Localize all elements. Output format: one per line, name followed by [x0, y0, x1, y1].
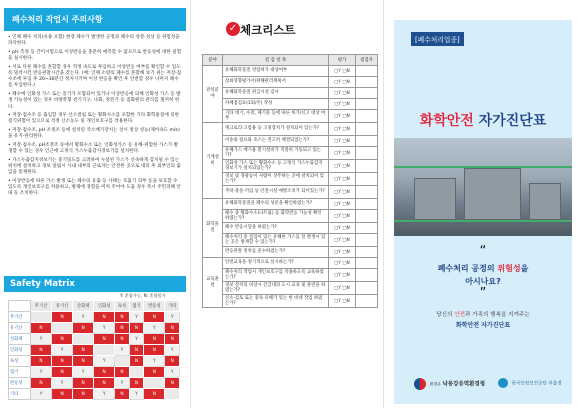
evaluation-checkbox[interactable]: □Y □N — [329, 269, 356, 282]
matrix-cell: Y — [52, 345, 73, 356]
checklist-title: 체크리스트 — [240, 23, 296, 37]
evaluation-checkbox[interactable]: □Y □N — [329, 123, 356, 136]
cover-panel — [384, 0, 580, 408]
ministry-emblem-icon — [414, 378, 426, 390]
evaluation-checkbox[interactable]: □Y □N — [329, 223, 356, 234]
matrix-cell: Y — [115, 345, 130, 356]
matrix-cell: N — [31, 345, 52, 356]
precautions-text — [0, 31, 190, 198]
matrix-cell: N — [115, 367, 130, 378]
checklist-panel — [192, 0, 382, 408]
inspector-field[interactable] — [356, 234, 378, 247]
matrix-row-label: 유기산 — [9, 323, 31, 334]
inspector-field[interactable] — [356, 99, 378, 110]
quote-close: ” — [479, 286, 487, 301]
inspector-field[interactable] — [356, 210, 378, 223]
facility-photo — [394, 138, 572, 236]
matrix-cell: N — [144, 389, 165, 400]
cover-title — [394, 110, 572, 130]
matrix-cell: Y — [165, 367, 180, 378]
checklist-item: 유해화학물질 취급시설 검사 — [223, 88, 329, 99]
checklist-item: 기타 대기, 수질, 폐기물 등에 따른 허가/신고 대상 여부 — [223, 110, 329, 123]
matrix-cell: N — [94, 334, 115, 345]
evaluation-checkbox[interactable]: □Y □N — [329, 160, 356, 173]
inspector-field[interactable] — [356, 160, 378, 173]
matrix-cell: N — [73, 356, 94, 367]
matrix-cell: N — [115, 334, 130, 345]
question-line-2: 아시나요? — [465, 277, 501, 286]
checklist-item: 안전교육을 정기적으로 실시하는가? — [223, 258, 329, 269]
evaluation-checkbox[interactable]: □Y □N — [329, 173, 356, 186]
inspector-field[interactable] — [356, 136, 378, 147]
inspector-field[interactable] — [356, 269, 378, 282]
inspector-field[interactable] — [356, 282, 378, 295]
agency-logo — [498, 378, 562, 388]
precautions-heading: 폐수처리 작업시 주의사항 — [4, 8, 186, 31]
checklist-table — [202, 54, 378, 308]
inspector-field[interactable] — [356, 123, 378, 136]
matrix-cell: Y — [144, 323, 165, 334]
precaution-item: • 이상반응에 따른 가스 발생 또는 폐수의 유출 등 사태는 호흡기 피부 등을 보호할 수 있도록 개인보호구를 착용하고, 방제에 경험을 미쳐 주어야 도움 경우 즉시 주민피해 안내 등 조치한다. — [8, 179, 181, 197]
ministry-logo — [414, 378, 485, 390]
matrix-cell: N — [31, 356, 52, 367]
precaution-item: • pH 측정 등 간이시험으로 이상반응을 충분히 예측할 수 없으므로 반응성에 대한 실험을 실시한다. — [8, 49, 182, 62]
matrix-cell: Y — [31, 367, 52, 378]
matrix-cell: N — [115, 389, 130, 400]
precaution-item: • 가스누출감지경보기는 중기밀도를 고려하여 누설된 가스가 신속하게 감지될 수 있는 위치에 설치하고 경보 알림시 사내 내부의 근로자는 안전한 곳으로 대피 후 외부인의 출입을 통제한다. — [8, 157, 181, 176]
matrix-cell: N — [52, 367, 73, 378]
checklist-item: 장외영향평가서/위해관리계획서 — [223, 77, 329, 88]
checklist-category: 관리분야 — [203, 66, 223, 123]
checklist-item: 자체점검표(1회/주) 작성 — [223, 99, 329, 110]
safety-matrix-heading: Safety Matrix — [4, 276, 186, 292]
checklist-item: 이송용 펌프와 호스는 견고히 체결되었는가? — [223, 136, 329, 147]
matrix-cell: N — [165, 356, 180, 367]
subtitle-suffix: 과 가족의 행복을 지켜주는 — [465, 312, 530, 318]
matrix-row-label: 기타 — [9, 389, 31, 400]
checklist-item: 유해화학물질을 폐수의 성분을 확인하였는가? — [223, 199, 329, 210]
checklist-item: 유해화학물질 영업허가 대상여부 — [223, 66, 329, 77]
matrix-cell: N — [115, 312, 130, 323]
matrix-cell: N — [94, 367, 115, 378]
inspector-field[interactable] — [356, 66, 378, 77]
evaluation-checkbox[interactable]: □Y □N — [329, 88, 356, 99]
subtitle-highlight: 안전 — [454, 312, 466, 318]
matrix-cell: Y — [94, 323, 115, 334]
matrix-cell: N — [129, 356, 144, 367]
matrix-cell — [94, 345, 115, 356]
matrix-header: 유기산 — [52, 301, 73, 312]
evaluation-checkbox[interactable]: □Y □N — [329, 199, 356, 210]
precaution-item: • 저장·집수조, pH 조정조 등에 설치된 국소배기장치는 상시 정상 성능(제어속도 m/s)을 유지·관리한다. — [8, 128, 180, 140]
matrix-cell: Y — [115, 378, 130, 389]
inspector-field[interactable] — [356, 247, 378, 258]
evaluation-checkbox[interactable]: □Y □N — [329, 77, 356, 88]
matrix-header: 산화제 — [73, 301, 94, 312]
checklist-item: 폐수처리 중 점검이 있는 유해한 가스를 알 발생시 있는 곳은 방재할 수 있는가? — [223, 234, 329, 247]
inspector-field[interactable] — [356, 258, 378, 269]
checklist-item: 유해가스 배기용 환기설비가 적절히 가동되고 있는가? — [223, 147, 329, 160]
logos — [394, 376, 572, 396]
matrix-cell — [31, 312, 52, 323]
matrix-cell: N — [73, 345, 94, 356]
matrix-header — [9, 301, 31, 312]
matrix-cell: Y — [52, 378, 73, 389]
subtitle-line-1 — [394, 310, 572, 318]
question-prefix: 폐수처리 공정의 — [437, 264, 498, 273]
ministry-name: 낙동강유역환경청 — [442, 381, 486, 388]
evaluation-checkbox[interactable]: □Y □N — [329, 186, 356, 199]
matrix-cell: Y — [165, 345, 180, 356]
checklist-item: 추락·충돌·끼임 등 안전시설 예방조치가 되어있는가? — [223, 186, 329, 199]
matrix-cell: N — [165, 323, 180, 334]
matrix-cell: N — [144, 312, 165, 323]
matrix-cell: N — [73, 389, 94, 400]
checklist-header: 분야 — [203, 55, 223, 66]
matrix-cell — [165, 389, 180, 400]
agency-emblem-icon — [498, 378, 508, 388]
evaluation-checkbox[interactable]: □Y □N — [329, 147, 356, 160]
matrix-cell: N — [52, 356, 73, 367]
checklist-category: 기계설비 — [203, 123, 223, 199]
matrix-cell: N — [129, 323, 144, 334]
checklist-item: 신소·검토 또는 중독 유해가 있는 현 비대 작업 하였는가? — [223, 295, 329, 308]
matrix-cell: Y — [144, 356, 165, 367]
matrix-cell: N — [144, 345, 165, 356]
evaluation-checkbox[interactable]: □Y □N — [329, 210, 356, 223]
cover — [394, 20, 572, 404]
evaluation-checkbox[interactable]: □Y □N — [329, 295, 356, 308]
matrix-cell: Y — [94, 389, 115, 400]
evaluation-checkbox[interactable]: □Y □N — [329, 110, 356, 123]
subtitle-prefix: 당신의 — [436, 312, 455, 318]
inspector-field[interactable] — [356, 295, 378, 308]
precaution-item: • 인체 폐수 처리(유용 포함) 현장 폐수가 발생한 공정과 폐수의 성분·성상 등 위험성을 파악한다. — [8, 35, 180, 47]
matrix-cell: N — [129, 345, 144, 356]
cover-title-blue: 자가진단표 — [478, 113, 547, 129]
evaluation-checkbox[interactable]: □Y □N — [329, 282, 356, 295]
checklist-category: 화학물질 — [203, 199, 223, 258]
ministry-label: 환경부 — [429, 381, 441, 387]
subtitle-line-2: 화학안전 자가진단표 — [455, 322, 511, 329]
matrix-header: 반응성 — [144, 301, 165, 312]
matrix-cell: N — [73, 378, 94, 389]
matrix-cell: Y — [94, 356, 115, 367]
evaluation-checkbox[interactable]: □Y □N — [329, 99, 356, 110]
inspector-field[interactable] — [356, 173, 378, 186]
matrix-cell: N — [52, 312, 73, 323]
matrix-cell: N — [165, 334, 180, 345]
matrix-cell: N — [129, 378, 144, 389]
inspector-field[interactable] — [356, 199, 378, 210]
matrix-cell: N — [73, 323, 94, 334]
matrix-row-label: 인화성 — [9, 345, 31, 356]
question-suffix: 을 — [520, 264, 529, 273]
evaluation-checkbox[interactable]: □Y □N — [329, 136, 356, 147]
matrix-cell: N — [94, 312, 115, 323]
checklist-item: 경보 장치의 비상시 긴급대피 도시 교육 및 훈련을 하였는가? — [223, 282, 329, 295]
matrix-cell: N — [144, 367, 165, 378]
checklist-item: 경보 및 경광등이 사람이 상주하는 곳에 설치되어 있는가? — [223, 173, 329, 186]
matrix-cell — [73, 334, 94, 345]
matrix-cell — [52, 323, 73, 334]
checklist-item: 반응관찰 절차를 준수하였는가? — [223, 247, 329, 258]
matrix-header: 염기 — [129, 301, 144, 312]
matrix-cell: N — [144, 334, 165, 345]
category-label: [폐수처리업종] — [411, 32, 464, 46]
matrix-header: 기타 — [165, 301, 180, 312]
left-panel — [0, 0, 190, 408]
matrix-cell — [115, 356, 130, 367]
checklist-header: 평가 — [329, 55, 356, 66]
matrix-cell: Y — [31, 389, 52, 400]
checklist-header: 점 검 항 목 — [223, 55, 329, 66]
checklist-item: 폐수처리 작업시 개인보호구를 착용하도록 교육하였는가? — [223, 269, 329, 282]
question-highlight: 위험성 — [497, 264, 521, 273]
matrix-cell: N — [31, 323, 52, 334]
matrix-legend: Y: 혼합가능, N: 혼합불가 — [120, 293, 166, 298]
safety-matrix-table — [8, 300, 180, 400]
agency-name: 한국안전보건공단 부울경 — [511, 381, 562, 387]
inspector-field[interactable] — [356, 223, 378, 234]
precaution-item: • 저장·집수조 등 출입할 경우 산소결핍 또는 황화수소를 포함한 기타 화학물질에 의한 질식위험이 있으므로 적정 산소농도 및 개인보호구를 착용한다. — [8, 113, 180, 125]
evaluation-checkbox[interactable]: □Y □N — [329, 247, 356, 258]
checklist-item: 폐수 중 황화수소(나트륨) 등 화학반응 가능성 확인 하였는가? — [223, 210, 329, 223]
checklist-category: 교육훈련 — [203, 258, 223, 308]
checklist-item: 탱크로리·고압용 등 고정장치가 설치되어 있는가? — [223, 123, 329, 136]
inspector-field[interactable] — [356, 110, 378, 123]
matrix-cell: Y — [165, 312, 180, 323]
cover-title-red: 화학안전 — [419, 113, 474, 129]
matrix-header: 독성 — [115, 301, 130, 312]
quote-open: “ — [479, 244, 487, 259]
matrix-row-label: 산화제 — [9, 334, 31, 345]
matrix-cell: N — [52, 389, 73, 400]
matrix-cell: N — [115, 323, 130, 334]
inspector-field[interactable] — [356, 77, 378, 88]
inspector-field[interactable] — [356, 147, 378, 160]
evaluation-checkbox[interactable]: □Y □N — [329, 234, 356, 247]
matrix-cell: N — [165, 378, 180, 389]
matrix-row-label: 독성 — [9, 356, 31, 367]
precaution-item: • 폐수에 인화성 가스 또는 증기가 포함되어 있거나 이상반응에 의해 인화성 가스 등 발생 가능성이 있는 경우 비방폭형 전기기구, 나화, 정전기 등 점화원의 관리를 철저히 한다. — [8, 92, 181, 110]
matrix-cell: Y — [129, 312, 144, 323]
precaution-item: • 저장·집수조, pH조정조 등에서 황화수소 또는 인화성가스 등 유해·위험한 가스가 발생할 수 있는 경우 인근에 고정식 가스누출감지경보기를 설치한다. — [8, 143, 179, 155]
inspector-field[interactable] — [356, 186, 378, 199]
evaluation-checkbox[interactable]: □Y □N — [329, 258, 356, 269]
matrix-row-label: 반응성 — [9, 378, 31, 389]
checklist-item: 폐수 반응시험을 하였는가? — [223, 223, 329, 234]
evaluation-checkbox[interactable]: □Y □N — [329, 66, 356, 77]
matrix-cell: Y — [73, 312, 94, 323]
matrix-cell: Y — [73, 367, 94, 378]
inspector-field[interactable] — [356, 88, 378, 99]
matrix-row-label: 염기 — [9, 367, 31, 378]
matrix-cell — [144, 378, 165, 389]
matrix-header: 무기산 — [31, 301, 52, 312]
check-icon: ✓ — [226, 22, 240, 36]
matrix-cell: N — [94, 378, 115, 389]
question-line-1 — [394, 263, 572, 274]
precaution-item: • 서로 다른 폐수를 혼합할 경우 적정 속도로 투입하고 이상반응 여부를 확인할 수 있도록 밀착시킨 반응관찰시간을 갖는다. (예: 인체 소량의 폐수를 혼합해 보기 위는 저장·집수조에 투입 후 20~30분간 정지시키며 이상 반응을 확인 후 안전할 경우 나머지 폐수를 투입한다.) — [8, 64, 182, 89]
checklist-header: 점검자 — [356, 55, 378, 66]
fold-line-1 — [190, 0, 191, 408]
matrix-cell: Y — [31, 334, 52, 345]
matrix-cell: N — [52, 334, 73, 345]
matrix-cell — [129, 367, 144, 378]
checklist-item: 인화성 가스 또는 황화수소 등 고정식 가스누출감지경보기가 설치되었는가? — [223, 160, 329, 173]
matrix-cell: Y — [129, 334, 144, 345]
matrix-cell: Y — [129, 389, 144, 400]
matrix-header: 인화성 — [94, 301, 115, 312]
matrix-cell: N — [31, 378, 52, 389]
matrix-row-label: 무기산 — [9, 312, 31, 323]
